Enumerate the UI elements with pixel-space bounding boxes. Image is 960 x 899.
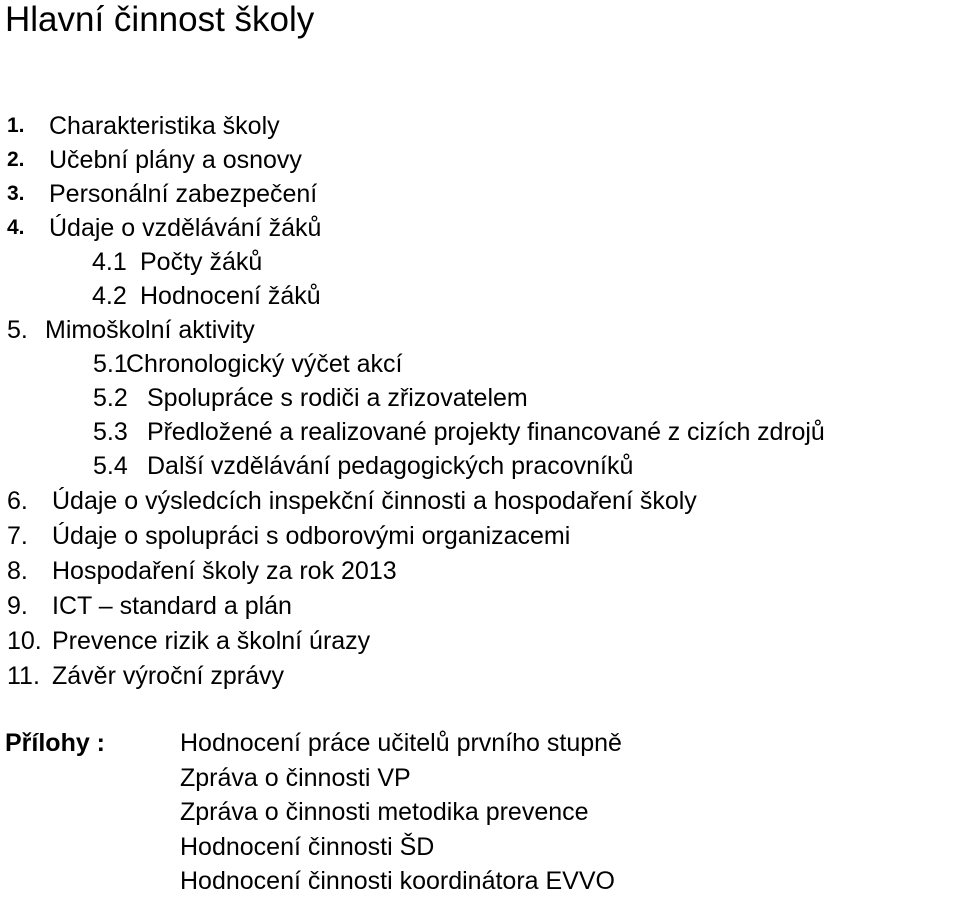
annex-item: Zpráva o činnosti VP — [180, 763, 411, 792]
toc-item-label: Údaje o vzdělávání žáků — [49, 214, 322, 242]
toc-item-label: ICT – standard a plán — [52, 592, 292, 620]
toc-item-number: 5. — [7, 316, 28, 344]
annex-item: Hodnocení činnosti ŠD — [180, 832, 435, 861]
toc-item-number: 3. — [7, 182, 25, 205]
toc-item-number: 5.1 — [93, 350, 128, 378]
toc-item-number: 4.2 — [92, 282, 127, 310]
toc-item-label: Personální zabezpečení — [49, 180, 318, 208]
toc-item-number: 11. — [7, 662, 40, 690]
toc-item-label: Prevence rizik a školní úrazy — [52, 627, 371, 655]
toc-item-label: Další vzdělávání pedagogických pracovníků — [147, 452, 634, 480]
toc-item-label: Mimoškolní aktivity — [45, 316, 255, 344]
toc-item-number: 8. — [7, 557, 28, 585]
annexes-list — [180, 726, 622, 899]
toc-item-number: 7. — [7, 522, 28, 550]
toc-item-number: 4.1 — [92, 248, 127, 276]
toc-item-number: 5.4 — [93, 452, 128, 480]
toc-item-label: Charakteristika školy — [49, 112, 280, 140]
annex-item: Zpráva o činnosti metodika prevence — [180, 798, 589, 826]
toc-item-label: Chronologický výčet akcí — [126, 350, 403, 378]
toc-item-number: 4. — [7, 216, 25, 239]
toc-item-label: Závěr výroční zprávy — [52, 662, 285, 690]
toc-item-label: Spolupráce s rodiči a zřizovatelem — [147, 384, 528, 412]
toc-item-label: Údaje o výsledcích inspekční činnosti a hospodaření školy — [52, 487, 697, 515]
toc-item-number: 1. — [7, 114, 25, 137]
toc-item-label: Hospodaření školy za rok 2013 — [52, 557, 397, 585]
toc-item-label: Hodnocení žáků — [140, 282, 321, 310]
toc-item-number: 10. — [7, 627, 42, 655]
toc-item-number: 9. — [7, 592, 28, 620]
toc-item-label: Předložené a realizované projekty financované z cizích zdrojů — [147, 418, 825, 446]
annex-item: Hodnocení činnosti koordinátora EVVO — [180, 867, 615, 895]
toc-item-number: 6. — [7, 487, 28, 515]
toc-item-label: Učební plány a osnovy — [49, 146, 302, 174]
toc-item-number: 5.2 — [93, 384, 128, 412]
toc-item-number: 2. — [7, 148, 25, 171]
toc-item-number: 5.3 — [93, 418, 128, 446]
annexes-label: Přílohy : — [5, 729, 106, 757]
toc-item-label: Údaje o spolupráci s odborovými organizacemi — [52, 522, 571, 550]
annex-item: Hodnocení práce učitelů prvního stupně — [180, 729, 622, 757]
toc-item-label: Počty žáků — [140, 248, 263, 276]
page-title: Hlavní činnost školy — [5, 0, 315, 39]
